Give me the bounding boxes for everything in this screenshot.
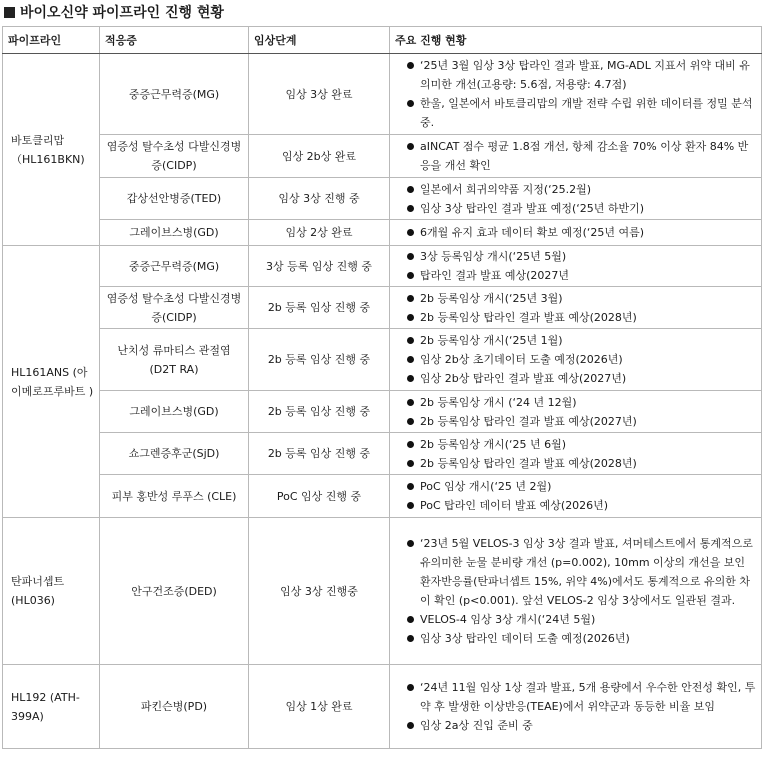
table-row bbox=[3, 391, 762, 433]
pipeline-name: HL192 (ATH-399A) bbox=[3, 665, 100, 749]
progress-cell bbox=[390, 246, 762, 287]
table-row bbox=[3, 220, 762, 246]
progress-bullet: 2b 등록임상 개시(‘25년 1월) bbox=[398, 331, 756, 350]
table-row bbox=[3, 475, 762, 518]
progress-cell bbox=[390, 329, 762, 391]
phase-cell: 2b 등록 임상 진행 중 bbox=[249, 329, 390, 391]
progress-bullet: 임상 2a상 진입 준비 중 bbox=[398, 716, 756, 735]
progress-cell bbox=[390, 178, 762, 220]
indication-cell: 염증성 탈수초성 다발신경병증(CIDP) bbox=[100, 287, 249, 329]
progress-bullet: 한울, 일본에서 바토클리맙의 개발 전략 수립 위한 데이터를 정밀 분석 중. bbox=[398, 94, 756, 132]
progress-bullet: PoC 탑라인 데이터 발표 예상(2026년) bbox=[398, 496, 756, 515]
phase-cell: 3상 등록 임상 진행 중 bbox=[249, 246, 390, 287]
progress-bullet: 임상 2b상 초기데이터 도출 예정(2026년) bbox=[398, 350, 756, 369]
progress-bullet: aINCAT 점수 평균 1.8점 개선, 항체 감소율 70% 이상 환자 84% 반응을 개선 확인 bbox=[398, 137, 756, 175]
pipeline-name: 탄파너셉트 (HL036) bbox=[3, 518, 100, 665]
indication-cell: 파킨슨병(PD) bbox=[100, 665, 249, 749]
progress-bullet: ‘23년 5월 VELOS-3 임상 3상 결과 발표, 셔머테스트에서 통계적으로 유의미한 눈물 분비량 개선 (p=0.002), 10mm 이상의 개선을 보인 환자반응률(탄파너셉트 15%, 위약 4%)에서도 통계적으로 유의한 차이 확인 (p<0.001). 앞선 VELOS-2 임상 3상에서도 일관된 결과. bbox=[398, 534, 756, 610]
header-indication: 적응증 bbox=[100, 27, 249, 54]
progress-cell bbox=[390, 665, 762, 749]
progress-cell bbox=[390, 54, 762, 135]
progress-bullet: 2b 등록임상 개시(‘25년 3월) bbox=[398, 289, 756, 308]
phase-cell: PoC 임상 진행 중 bbox=[249, 475, 390, 518]
phase-cell: 임상 3상 진행 중 bbox=[249, 178, 390, 220]
progress-cell bbox=[390, 433, 762, 475]
indication-cell: 중증근무력증(MG) bbox=[100, 246, 249, 287]
progress-bullet: 6개월 유지 효과 데이터 확보 예정(‘25년 여름) bbox=[398, 223, 756, 242]
progress-bullet: 탑라인 결과 발표 예상(2027년 bbox=[398, 266, 756, 285]
indication-cell: 안구건조증(DED) bbox=[100, 518, 249, 665]
header-row bbox=[3, 27, 762, 54]
table-row bbox=[3, 518, 762, 665]
progress-cell bbox=[390, 518, 762, 665]
progress-cell bbox=[390, 287, 762, 329]
progress-cell bbox=[390, 475, 762, 518]
header-pipeline: 파이프라인 bbox=[3, 27, 100, 54]
progress-cell bbox=[390, 391, 762, 433]
progress-bullet: 임상 3상 탑라인 결과 발표 예정(‘25년 하반기) bbox=[398, 199, 756, 218]
phase-cell: 2b 등록 임상 진행 중 bbox=[249, 287, 390, 329]
pipeline-name: HL161ANS (아이메로프루바트 ) bbox=[3, 246, 100, 518]
phase-cell: 2b 등록 임상 진행 중 bbox=[249, 391, 390, 433]
phase-cell: 임상 3상 완료 bbox=[249, 54, 390, 135]
phase-cell: 임상 1상 완료 bbox=[249, 665, 390, 749]
progress-bullet: 2b 등록임상 탑라인 결과 발표 예상(2028년) bbox=[398, 308, 756, 327]
indication-cell: 쇼그렌증후군(SjD) bbox=[100, 433, 249, 475]
phase-cell: 임상 2b상 완료 bbox=[249, 135, 390, 178]
progress-bullet: 2b 등록임상 탑라인 결과 발표 예상(2028년) bbox=[398, 454, 756, 473]
table-row bbox=[3, 178, 762, 220]
table-row bbox=[3, 54, 762, 135]
pipeline-name: 바토클리맙（HL161BKN) bbox=[3, 54, 100, 246]
progress-cell bbox=[390, 220, 762, 246]
progress-bullet: PoC 임상 개시(‘25 년 2월) bbox=[398, 477, 756, 496]
indication-cell: 그레이브스병(GD) bbox=[100, 391, 249, 433]
progress-bullet: 3상 등록임상 개시(‘25년 5월) bbox=[398, 247, 756, 266]
table-row bbox=[3, 246, 762, 287]
progress-bullet: ‘25년 3월 임상 3상 탑라인 결과 발표, MG-ADL 지표서 위약 대비 유의미한 개선(고용량: 5.6점, 저용량: 4.7점) bbox=[398, 56, 756, 94]
pipeline-table bbox=[2, 26, 762, 749]
indication-cell: 염증성 탈수초성 다발신경병증(CIDP) bbox=[100, 135, 249, 178]
page-title bbox=[4, 2, 224, 24]
table-row bbox=[3, 329, 762, 391]
indication-cell: 중증근무력증(MG) bbox=[100, 54, 249, 135]
table-row bbox=[3, 287, 762, 329]
table-row bbox=[3, 135, 762, 178]
progress-bullet: 임상 2b상 탑라인 결과 발표 예상(2027년) bbox=[398, 369, 756, 388]
progress-bullet: 2b 등록임상 탑라인 결과 발표 예상(2027년) bbox=[398, 412, 756, 431]
indication-cell: 그레이브스병(GD) bbox=[100, 220, 249, 246]
progress-bullet: 2b 등록임상 개시 (‘24 년 12월) bbox=[398, 393, 756, 412]
phase-cell: 임상 2상 완료 bbox=[249, 220, 390, 246]
progress-bullet: 일본에서 희귀의약품 지정(‘25.2월) bbox=[398, 180, 756, 199]
table-row bbox=[3, 665, 762, 749]
square-bullet-icon bbox=[4, 7, 15, 18]
indication-cell: 피부 홍반성 루푸스 (CLE) bbox=[100, 475, 249, 518]
progress-cell bbox=[390, 135, 762, 178]
indication-cell: 갑상선안병증(TED) bbox=[100, 178, 249, 220]
phase-cell: 임상 3상 진행중 bbox=[249, 518, 390, 665]
indication-cell: 난치성 류마티스 관절염(D2T RA) bbox=[100, 329, 249, 391]
phase-cell: 2b 등록 임상 진행 중 bbox=[249, 433, 390, 475]
progress-bullet: 2b 등록임상 개시(‘25 년 6월) bbox=[398, 435, 756, 454]
progress-bullet: ‘24년 11월 임상 1상 결과 발표, 5개 용량에서 우수한 안전성 확인, 투약 후 발생한 이상반응(TEAE)에서 위약군과 동등한 비율 보임 bbox=[398, 678, 756, 716]
table-row bbox=[3, 433, 762, 475]
header-phase: 임상단계 bbox=[249, 27, 390, 54]
header-progress: 주요 진행 현황 bbox=[390, 27, 762, 54]
progress-bullet: VELOS-4 임상 3상 개시(‘24년 5월) bbox=[398, 610, 756, 629]
title-text: 바이오신약 파이프라인 진행 현황 bbox=[20, 5, 224, 21]
progress-bullet: 임상 3상 탑라인 데이터 도출 예정(2026년) bbox=[398, 629, 756, 648]
